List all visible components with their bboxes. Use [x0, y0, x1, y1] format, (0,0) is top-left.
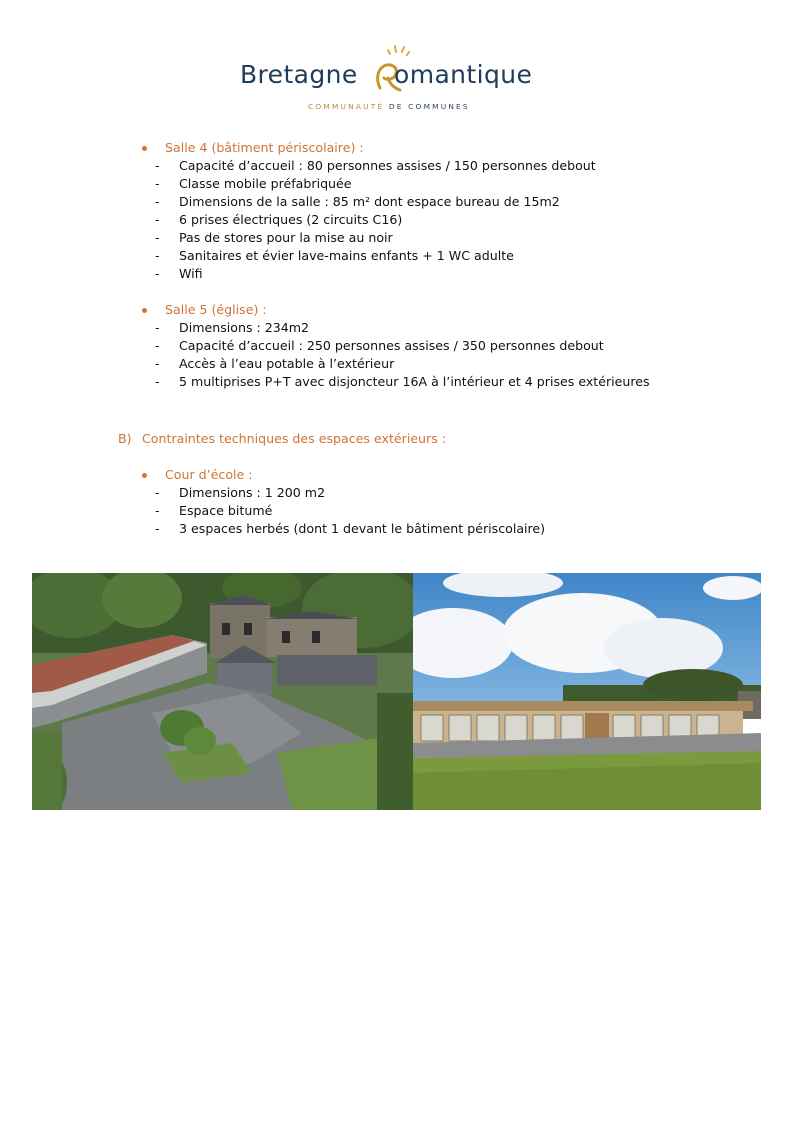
logo-word-romantique: omantique	[394, 60, 533, 89]
list-item-text: 5 multiprises P+T avec disjoncteur 16A à l’intérieur et 4 prises extérieures	[179, 374, 650, 389]
heading-letter: B)	[118, 431, 132, 446]
bullet-dot-icon	[142, 146, 147, 151]
logo-tagline-part2: DE COMMUNES	[384, 102, 470, 111]
brand-logo	[240, 44, 560, 116]
logo-tagline	[308, 102, 470, 111]
list-item-text: Capacité d’accueil : 250 personnes assises / 350 personnes debout	[179, 338, 604, 353]
heading-text: Contraintes techniques des espaces extérieurs :	[142, 431, 447, 446]
list-item-text: Sanitaires et évier lave-mains enfants + 1 WC adulte	[179, 248, 514, 263]
list-item-text: 6 prises électriques (2 circuits C16)	[179, 212, 403, 227]
list-item-text: Dimensions de la salle : 85 m² dont espace bureau de 15m2	[179, 194, 560, 209]
list-item-text: Dimensions : 234m2	[179, 320, 310, 335]
bullet-dot-icon	[142, 308, 147, 313]
list-item-text: 3 espaces herbés (dont 1 devant le bâtiment périscolaire)	[179, 521, 546, 536]
photo-school-ground-view	[413, 573, 761, 810]
list-item-text: Wifi	[179, 266, 203, 281]
bullet-label: Cour d’école :	[165, 467, 253, 482]
logo-word-bretagne: Bretagne	[240, 60, 358, 89]
bullet-label: Salle 4 (bâtiment périscolaire) :	[165, 140, 364, 155]
bullet-dot-icon	[142, 473, 147, 478]
photo-aerial-school	[32, 573, 413, 810]
list-item-text: Pas de stores pour la mise au noir	[179, 230, 393, 245]
list-item-text: Dimensions : 1 200 m2	[179, 485, 326, 500]
list-item-text: Capacité d’accueil : 80 personnes assises / 150 personnes debout	[179, 158, 596, 173]
logo-tagline-part1: COMMUNAUTÉ	[308, 102, 385, 111]
list-item-text: Espace bitumé	[179, 503, 273, 518]
bullet-label: Salle 5 (église) :	[165, 302, 267, 317]
list-item-text: Accès à l’eau potable à l’extérieur	[179, 356, 395, 371]
sun-icon	[386, 44, 410, 58]
list-item-text: Classe mobile préfabriquée	[179, 176, 352, 191]
